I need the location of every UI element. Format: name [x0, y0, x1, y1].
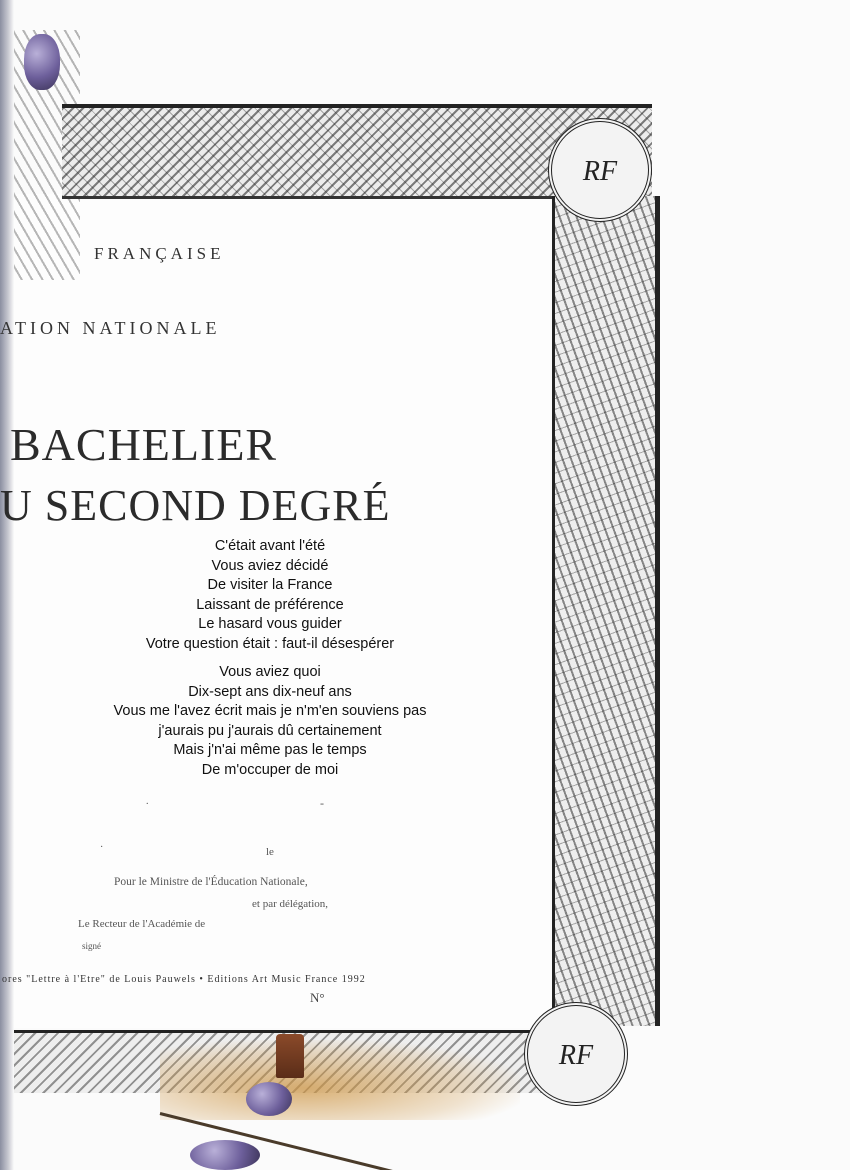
recteur-line: Le Recteur de l'Académie de [78, 918, 206, 930]
speck-mark: · [100, 842, 104, 853]
medallion-rf-bottom [524, 1002, 628, 1106]
header-republique: FRANÇAISE [94, 244, 225, 263]
diploma-title: BACHELIER [10, 419, 278, 470]
poem-line: C'était avant l'été [214, 538, 326, 554]
violet-blot [24, 34, 60, 90]
poem-line: Votre question était : faut-il désespérer [145, 635, 395, 652]
diploma-number-label: N° [310, 990, 325, 1005]
poem-line: Le hasard vous guider [198, 616, 342, 633]
poem-line: j'aurais pu j'aurais dû certainement [158, 722, 382, 739]
svg-text:RF: RF [558, 1040, 594, 1071]
speck-mark: . [146, 796, 149, 807]
minister-line: Pour le Ministre de l'Éducation Nationale, [114, 876, 308, 888]
signature-label: signé [82, 941, 101, 951]
diploma-subtitle: U SECOND DEGRÉ [0, 481, 391, 530]
page-gutter [0, 0, 14, 1170]
poem-line: Vous me l'avez écrit mais je n'm'en souviens pas [113, 703, 427, 720]
date-prefix: le [266, 846, 274, 858]
poem-line: Mais j'n'ai même pas le temps [173, 742, 367, 759]
poem-line: De visiter la France [207, 577, 333, 594]
rf-monogram-icon [546, 1024, 606, 1084]
watercolor-stain [160, 1040, 520, 1120]
poem-line: Dix-sept ans dix-neuf ans [188, 683, 352, 700]
frame-right-border [552, 196, 660, 1026]
inkwell [276, 1034, 304, 1078]
rf-monogram-icon [570, 140, 630, 200]
credit-line: ores "Lettre à l'Etre" de Louis Pauwels • Editions Art Music France 1992 [2, 974, 366, 985]
medallion-rf-top [548, 118, 652, 222]
poem-line: Laissant de préférence [196, 596, 344, 613]
poem-line: Vous aviez décidé [211, 557, 329, 574]
header-ministere: ATION NATIONALE [0, 318, 221, 338]
svg-text:RF: RF [582, 156, 618, 187]
poem-stanza-1 [40, 537, 500, 655]
violet-blot [190, 1140, 260, 1170]
poem-line: De m'occuper de moi [201, 761, 339, 778]
poem-line: Vous aviez quoi [219, 664, 321, 680]
speck-mark: - [320, 796, 324, 810]
poem-stanza-2 [40, 663, 500, 781]
delegation-line: et par délégation, [252, 898, 329, 910]
violet-blot [246, 1082, 292, 1116]
